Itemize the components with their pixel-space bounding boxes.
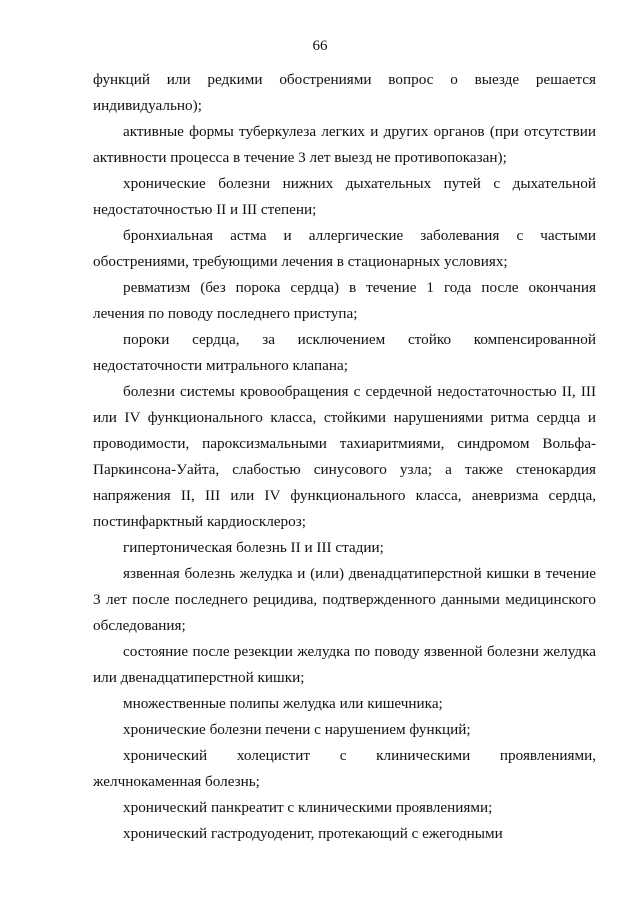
paragraph-heart-defects: пороки сердца, за исключением стойко компенсированной недостаточности митрального клапана;	[93, 331, 596, 374]
paragraph-continuation: функций или редкими обострениями вопрос о выезде решается индивидуально);	[93, 71, 596, 114]
paragraph-rheumatism: ревматизм (без порока сердца) в течение 1 года после окончания лечения по поводу последнего приступа;	[93, 279, 596, 322]
paragraph-tuberculosis: активные формы туберкулеза легких и других органов (при отсутствии активности процесса в течение 3 лет выезд не противопоказан);	[93, 123, 596, 166]
page-number: 66	[312, 38, 328, 54]
paragraph-circulatory: болезни системы кровообращения с сердечной недостаточностью II, III или IV функционального класса, стойкими нарушениями ритма сердца и проводимости, пароксизмальными тахиаритмиями, синдромом Вольфа-Паркинсона-Уайта, слабостью синусового узла; а также стенокардия напряжения II, III или IV функционального класса, аневризма сердца, постинфарктный кардиосклероз;	[93, 383, 596, 530]
paragraph-cholecystitis: хронический холецистит с клиническими проявлениями, желчнокаменная болезнь;	[93, 747, 596, 790]
paragraph-pancreatitis: хронический панкреатит с клиническими проявлениями;	[123, 799, 493, 816]
paragraph-ulcer: язвенная болезнь желудка и (или) двенадцатиперстной кишки в течение 3 лет после последнего рецидива, подтвержденного данными медицинского обследования;	[93, 565, 596, 634]
paragraph-liver: хронические болезни печени с нарушением функций;	[123, 721, 471, 738]
paragraph-asthma: бронхиальная астма и аллергические заболевания с частыми обострениями, требующими лечения в стационарных условиях;	[93, 227, 596, 270]
paragraph-gastroduodenitis: хронический гастродуоденит, протекающий с ежегодными	[123, 825, 503, 842]
document-body	[93, 67, 596, 847]
paragraph-respiratory: хронические болезни нижних дыхательных путей с дыхательной недостаточностью II и III степени;	[93, 175, 596, 218]
paragraph-hypertension: гипертоническая болезнь II и III стадии;	[123, 539, 384, 556]
paragraph-polyps: множественные полипы желудка или кишечника;	[123, 695, 443, 712]
paragraph-resection: состояние после резекции желудка по поводу язвенной болезни желудка или двенадцатиперстной кишки;	[93, 643, 596, 686]
